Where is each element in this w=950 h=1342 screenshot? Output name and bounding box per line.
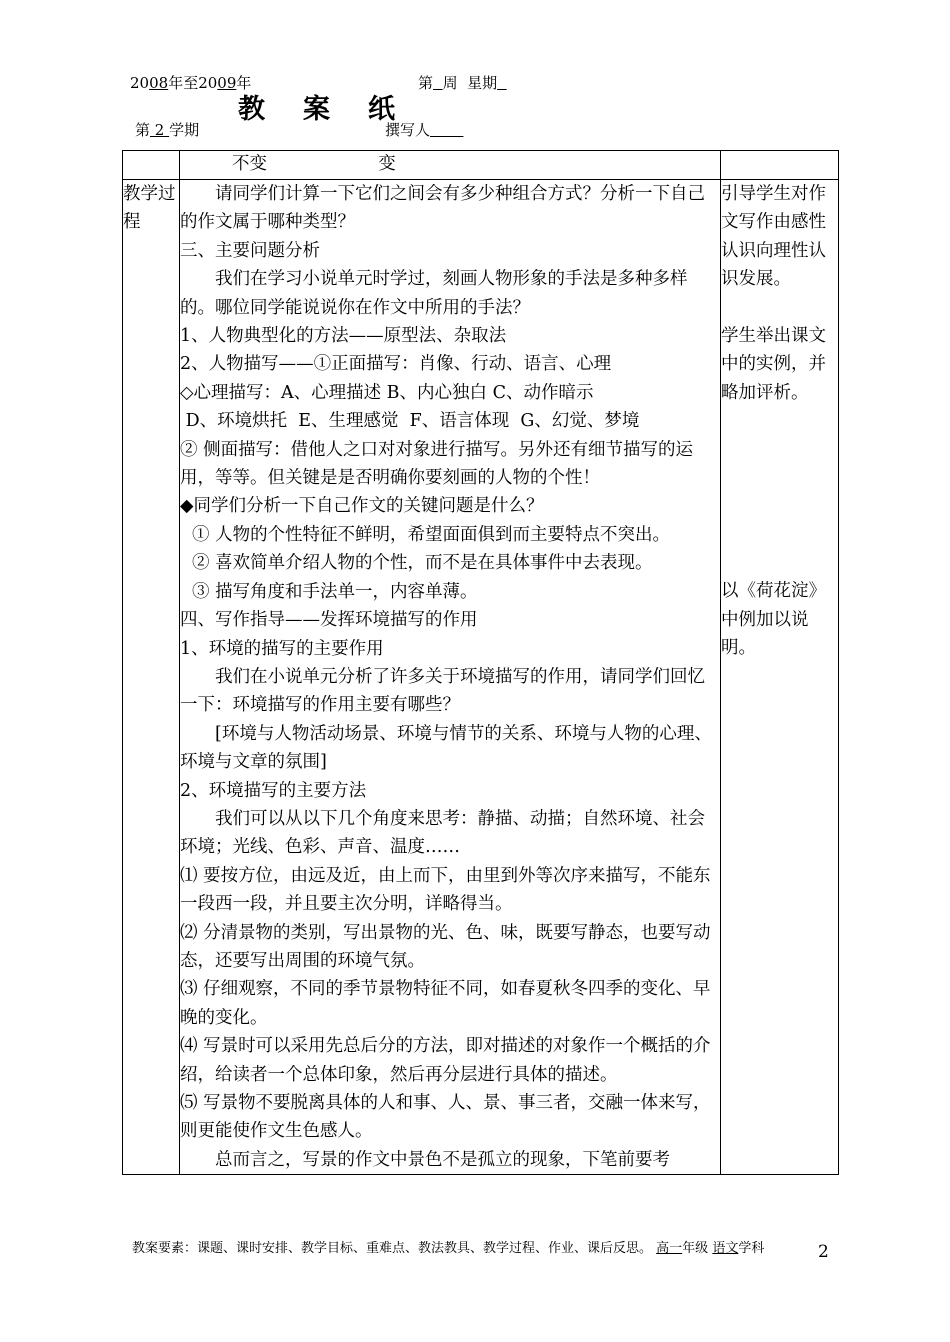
content-paragraph: ② 喜欢简单介绍人物的个性，而不是在具体事件中去表现。 [192,553,653,574]
content-paragraph: ⑶ 仔细观察，不同的季节景物特征不同，如春夏秋冬四季的变化、早晚的变化。 [180,979,711,1028]
year-mid: 年至 [168,74,199,92]
process-content [180,180,721,1175]
note-examples: 学生举出课文中的实例，并略加评析。 [721,326,826,403]
top-row-text: 不变 变 [180,151,721,180]
author-blank [430,121,463,139]
footer-subject: 语文 [712,1241,739,1256]
content-paragraph: 1、环境的描写的主要作用 [180,638,384,659]
term-suffix: 学期 [169,121,200,139]
lesson-table [122,150,839,1175]
content-paragraph: ⑴ 要按方位，由远及近，由上而下，由里到外等次序来描写，不能东一段西一段，并且要主次分明，详略得当。 [180,865,711,915]
content-paragraph: 总而言之，写景的作文中景色不是孤立的现象，下笔前要考 [215,1149,670,1170]
process-label: 教学过程 [123,180,180,1175]
term-number: 2 [150,121,170,139]
top-label-cell [123,151,180,180]
week-prefix: 第 [418,74,434,92]
content-paragraph: 四、写作指导——发挥环境描写的作用 [180,610,478,631]
content-paragraph: ① 人物的个性特征不鲜明，希望面面俱到而主要特点不突出。 [192,524,671,545]
term-info [135,119,199,140]
footer-subject-suffix: 学科 [738,1241,765,1256]
content-paragraph: 我们在小说单元分析了许多关于环境描写的作用，请同学们回忆一下：环境描写的作用主要有哪些？ [180,666,705,716]
content-paragraph: 我们在学习小说单元时学过，刻画人物形象的手法是多种多样的。哪位同学能说说你在作文中所用的手法？ [180,269,688,318]
content-paragraph: 2、环境描写的主要方法 [180,780,367,801]
content-paragraph: ⑵ 分清景物的类别，写出景物的光、色、味，既要写静态，也要写动态，还要写出周围的环境气氛。 [180,922,711,971]
week-suffix: 周 星期 [442,74,498,92]
content-paragraph: ◇心理描写：A、心理描述 B、内心独白 C、动作暗示 [180,382,594,403]
top-note-cell [721,151,839,180]
content-paragraph: ◆同学们分析一下自己作文的关键问题是什么？ [180,496,544,517]
content-paragraph: 三、主要问题分析 [180,240,320,261]
table-main-row [123,180,839,1175]
content-paragraph: 1、人物典型化的方法——原型法、杂取法 [180,326,507,347]
end-year: 09 [217,74,237,92]
start-year: 08 [149,74,169,92]
author-info [385,119,463,140]
note-guide: 引导学生对作文写作由感性认识向理性认识发展。 [721,184,826,290]
content-paragraph: [环境与人物活动场景、环境与情节的关系、环境与人物的心理、环境与文章的氛围] [180,723,712,773]
year-suffix: 年 [236,74,252,92]
week-blank [433,74,443,92]
table-top-row [123,151,839,180]
year-prefix: 20 [130,74,150,92]
footer-elements: 教案要素：课题、课时安排、教学目标、重难点、教法教具、教学过程、作业、课后反思。 [132,1241,653,1256]
footer-grade: 高一 [656,1241,683,1256]
footer-grade-suffix: 年级 [682,1241,709,1256]
page-title: 教案纸 [238,94,433,125]
content-paragraph: ③ 描写角度和手法单一，内容单薄。 [192,581,478,602]
footer [132,1237,764,1256]
notes-cell [721,180,839,1175]
weekday-blank [497,74,507,92]
content-paragraph: 我们可以从以下几个角度来思考：静描、动描；自然环境、社会环境；光线、色彩、声音、温度…… [180,808,705,858]
school-year [130,72,251,93]
content-paragraph: D、环境烘托 E、生理感觉 F、语言体现 G、幻觉、梦境 [180,411,640,432]
term-prefix: 第 [135,121,151,139]
year-prefix: 20 [198,74,218,92]
page-number: 2 [818,1242,829,1262]
content-paragraph: ⑷ 写景时可以采用先总后分的方法，即对描述的对象作一个概括的介绍，给读者一个总体印象，然后再分层进行具体的描述。 [180,1036,711,1085]
content-paragraph: 请同学们计算一下它们之间会有多少种组合方式？分析一下自己的作文属于哪种类型？ [180,184,705,233]
note-hehuadian: 以《荷花淀》中例加以说明。 [721,581,826,659]
author-label: 撰写人 [385,121,431,139]
content-paragraph: 2、人物描写——①正面描写：肖像、行动、语言、心理 [180,354,612,375]
content-paragraph: ⑸ 写景物不要脱离具体的人和事、人、景、事三者，交融一体来写，则更能使作文生色感人。 [180,1093,711,1142]
content-paragraph: ② 侧面描写：借他人之口对对象进行描写。另外还有细节描写的运用，等等。但关键是是否明确你要刻画的人物的个性！ [180,439,694,489]
